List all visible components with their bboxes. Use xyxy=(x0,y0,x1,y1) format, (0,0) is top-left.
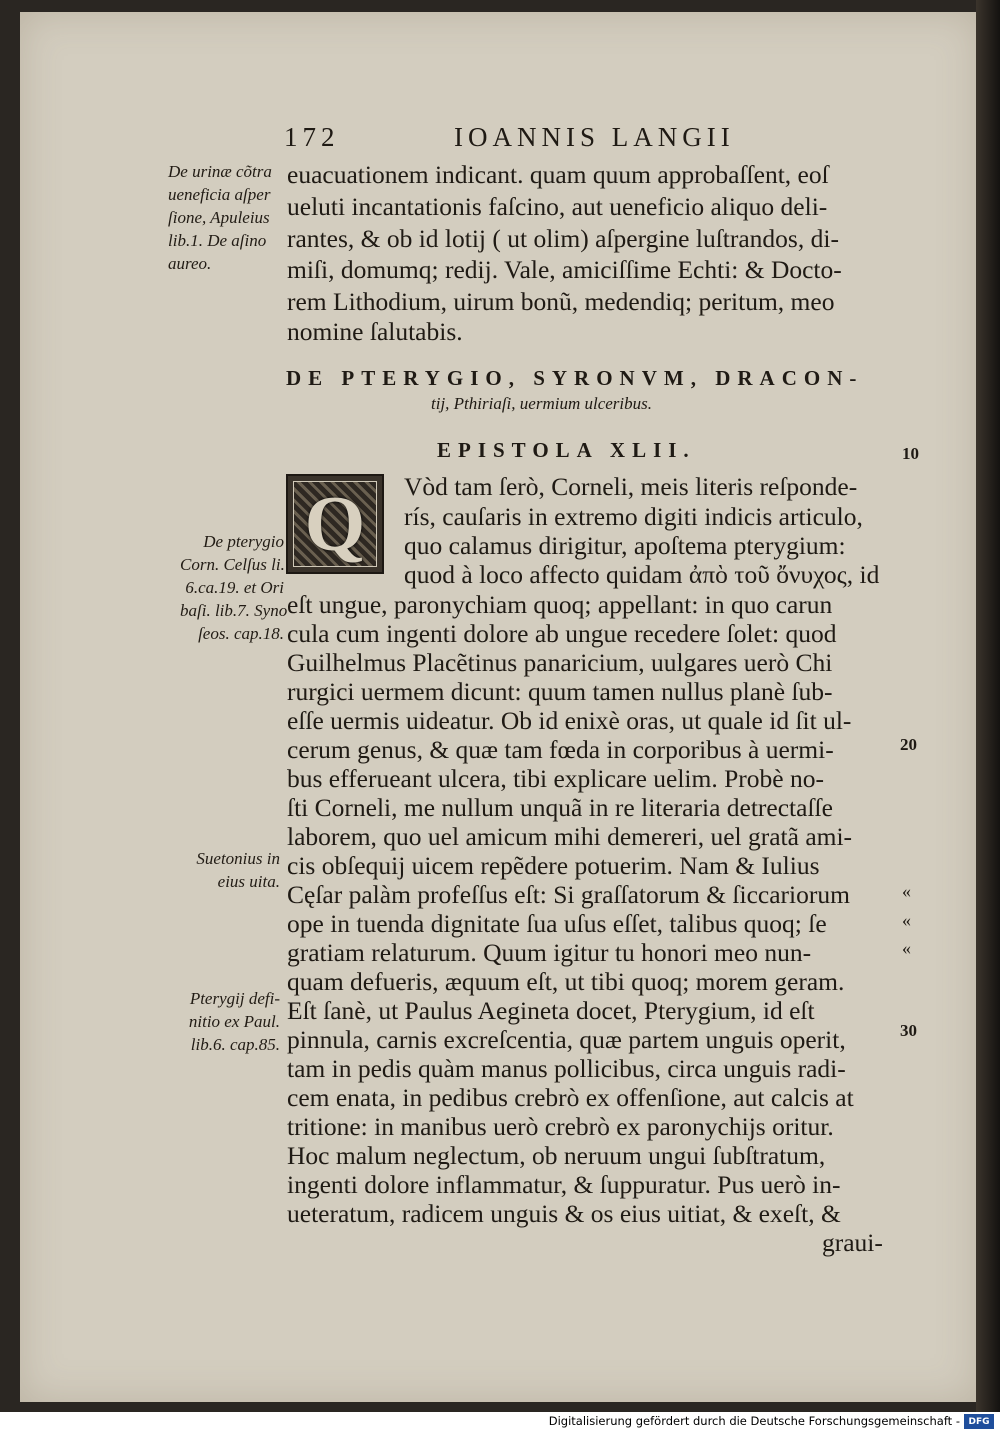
epistle-line: Eſt ſanè, ut Paulus Aegineta docet, Pterygium, id eſt xyxy=(287,996,815,1025)
margin-note: Pterygij defi- nitio ex Paul. lib.6. cap.85. xyxy=(188,989,280,1054)
line-number: 10 xyxy=(902,444,919,463)
epistle-line: rís, cauſaris in extremo digiti indicis articulo, xyxy=(404,502,863,531)
dfg-logo: DFG xyxy=(964,1414,994,1429)
epistle-line: pinnula, carnis excreſcentia, quæ partem unguis operit, xyxy=(287,1025,846,1054)
epistle-line: cula cum ingenti dolore ab ungue recedere ſolet: quod xyxy=(287,619,837,648)
body-line: miſi, domumq; redij. Vale, amiciſſime Echti: & Docto- xyxy=(287,255,842,284)
body-line: nomine ſalutabis. xyxy=(287,317,463,346)
epistle-line: eſſe uermis uideatur. Ob id enixè oras, ut quale id ſit ul- xyxy=(287,706,852,735)
epistle-line: cem enata, in pedibus crebrò ex offenſione, aut calcis at xyxy=(287,1083,854,1112)
epistle-line: rurgici uermem dicunt: quum tamen nullus planè ſub- xyxy=(287,677,833,706)
epistle-line: Guilhelmus Placẽtinus panaricium, uulgares uerò Chi xyxy=(287,648,833,677)
quote-mark: « xyxy=(902,938,911,958)
section-subtitle: tij, Pthiriaſi, uermium ulceribus. xyxy=(431,394,652,413)
epistle-line: ueteratum, radicem unguis & os eius uitiat, & exeſt, & xyxy=(287,1199,841,1228)
quote-mark: « xyxy=(902,910,911,930)
running-title: IOANNIS LANGII xyxy=(454,122,735,152)
footer-credit: Digitalisierung gefördert durch die Deutsche Forschungsgemeinschaft - xyxy=(548,1414,960,1428)
body-line: ueluti incantationis faſcino, aut ueneficio aliquo deli- xyxy=(287,192,828,221)
section-title: DE PTERYGIO, SYRONVM, DRACON- xyxy=(286,366,864,390)
epistle-line: Hoc malum neglectum, ob neruum ungui ſubſtratum, xyxy=(287,1141,826,1170)
epistle-line: cerum genus, & quæ tam fœda in corporibus à uermi- xyxy=(287,735,834,764)
epistle-line: ingenti dolore inflammatur, & ſuppuratur. Pus uerò in- xyxy=(287,1170,841,1199)
page-number: 172 xyxy=(284,122,340,152)
epistle-line: laborem, quo uel amicum mihi demereri, uel gratã ami- xyxy=(287,822,853,851)
epistle-line: quo calamus dirigitur, apoſtema pterygium: xyxy=(404,531,846,560)
epistle-line: Cęſar palàm profeſſus eſt: Si graſſatorum & ſiccariorum xyxy=(287,880,850,909)
epistle-line: ope in tuenda dignitate ſua uſus eſſet, talibus quoq; ſe xyxy=(287,909,827,938)
catchword: graui- xyxy=(822,1228,883,1257)
quote-mark: « xyxy=(902,881,911,901)
decorated-initial xyxy=(286,474,384,574)
body-line: euacuationem indicant. quam quum approbaſſent, eoſ xyxy=(287,160,829,189)
epistle-line: quod à loco affecto quidam ἀπὸ τοῦ ὄνυχος, id xyxy=(404,560,880,589)
line-number: 30 xyxy=(900,1021,917,1040)
epistle-line: Vòd tam ſerò, Corneli, meis literis reſponde- xyxy=(404,472,858,501)
epistle-line: eſt ungue, paronychiam quoq; appellant: in quo carun xyxy=(287,590,833,619)
epistle-line: quam defueris, æquum eſt, ut tibi quoq; morem geram. xyxy=(287,967,845,996)
epistle-line: ſti Corneli, me nullum unquã in re literaria detrectaſſe xyxy=(287,793,833,822)
margin-note: Suetonius in eius uita. xyxy=(196,849,280,891)
page-gutter xyxy=(976,0,1000,1412)
body-line: rem Lithodium, uirum bonũ, medendiq; peritum, meo xyxy=(287,287,835,316)
epistle-heading: EPISTOLA XLII. xyxy=(437,438,696,462)
digitization-footer xyxy=(0,1412,1000,1432)
epistle-line: cis obſequij uicem repẽdere potuerim. Nam & Iulius xyxy=(287,851,820,880)
epistle-line: bus efferueant ulcera, tibi explicare uelim. Probè no- xyxy=(287,764,824,793)
epistle-line: gratiam relaturum. Quum igitur tu honori meo nun- xyxy=(287,938,812,967)
epistle-line: tritione: in manibus uerò crebrò ex paronychijs oritur. xyxy=(287,1112,834,1141)
initial-letter: Q xyxy=(304,480,366,567)
margin-note: De urinæ cõtra ueneficia aſper ſione, Apuleius lib.1. De aſino aureo. xyxy=(168,162,272,273)
line-number: 20 xyxy=(900,735,917,754)
epistle-line: tam in pedis quàm manus pollicibus, circa unguis radi- xyxy=(287,1054,846,1083)
margin-note: De pterygio Corn. Celſus li. 6.ca.19. et Ori baſi. lib.7. Syno ſeos. cap.18. xyxy=(180,532,288,643)
body-line: rantes, & ob id lotij ( ut olim) aſpergine luſtrandos, di- xyxy=(287,224,839,253)
